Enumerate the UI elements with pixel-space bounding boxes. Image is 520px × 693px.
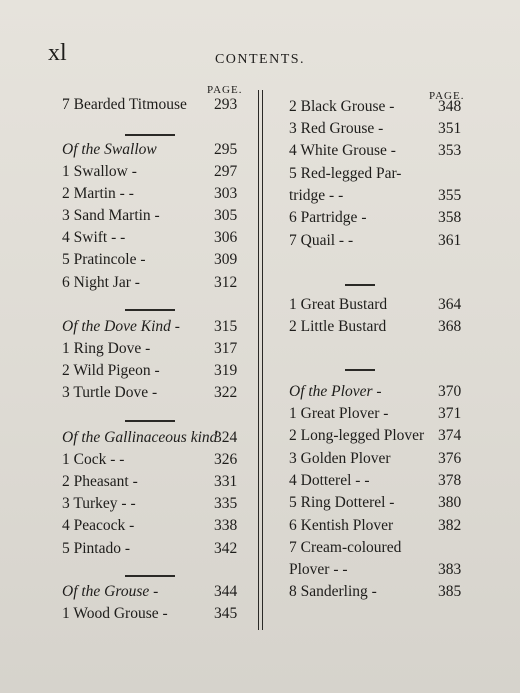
entry-title: Of the Dove Kind - [62,318,180,335]
section-rule [345,369,375,371]
entry-page-number: 305 [214,207,238,224]
entry-page-number: 361 [438,232,462,249]
entry-title: Of the Plover - [289,383,382,400]
entry-title: 4 Swift - - [62,229,126,246]
entry-page-number: 315 [214,318,238,335]
left-page-column-label: PAGE. [207,84,243,96]
section-rule [345,284,375,286]
entry-title: Of the Grouse - [62,583,159,600]
entry-page-number: 335 [214,495,238,512]
section-rule [125,575,175,577]
entry-page-number: 364 [438,296,462,313]
page-title: CONTENTS. [214,52,306,67]
entry-page-number: 382 [438,517,462,534]
section-rule [125,309,175,311]
entry-page-number: 322 [214,384,238,401]
entry-page-number: 344 [214,583,238,600]
entry-page-number: 370 [438,383,462,400]
entry-title: 7 Cream-coloured [289,539,402,556]
entry-title: 1 Ring Dove - [62,340,151,357]
entry-page-number: 338 [214,517,238,534]
entry-title: 7 Quail - - [289,232,354,249]
entry-page-number: 295 [214,141,238,158]
entry-title: 6 Partridge - [289,209,367,226]
entry-page-number: 297 [214,163,238,180]
entry-page-number: 351 [438,120,462,137]
entry-title: 4 White Grouse - [289,142,396,159]
entry-title: 5 Pratincole - [62,251,146,268]
entry-title: 3 Sand Martin - [62,207,160,224]
entry-title: Plover - - [289,561,348,578]
entry-page-number: 368 [438,318,462,335]
right-page-column-label: PAGE. [429,90,465,102]
entry-title: Of the Swallow [62,141,157,158]
entry-title: 6 Kentish Plover [289,517,394,534]
entry-page-number: 306 [214,229,238,246]
entry-title: 2 Martin - - [62,185,134,202]
entry-title: 4 Peacock - [62,517,135,534]
entry-title: 7 Bearded Titmouse [62,96,187,113]
column-divider [258,90,259,630]
entry-title: 4 Dotterel - - [289,472,370,489]
entry-page-number: 376 [438,450,462,467]
entry-page-number: 378 [438,472,462,489]
entry-title: 1 Wood Grouse - [62,605,168,622]
section-rule [125,420,175,422]
entry-title: 1 Great Plover - [289,405,389,422]
entry-title: 1 Swallow - [62,163,137,180]
entry-page-number: 345 [214,605,238,622]
entry-title: 8 Sanderling - [289,583,377,600]
entry-title: 3 Turtle Dove - [62,384,158,401]
entry-title: 5 Ring Dotterel - [289,494,395,511]
entry-title: 6 Night Jar - [62,274,140,291]
entry-page-number: 312 [214,274,238,291]
entry-page-number: 353 [438,142,462,159]
entry-title: 2 Long-legged Plover [289,427,425,444]
entry-page-number: 348 [438,98,462,115]
entry-page-number: 317 [214,340,238,357]
entry-title: 2 Wild Pigeon - [62,362,160,379]
entry-page-number: 342 [214,540,238,557]
entry-title: 1 Great Bustard [289,296,388,313]
entry-page-number: 324 [214,429,238,446]
entry-title: 3 Golden Plover [289,450,391,467]
entry-page-number: 303 [214,185,238,202]
entry-page-number: 374 [438,427,462,444]
entry-page-number: 355 [438,187,462,204]
entry-title: 1 Cock - - [62,451,125,468]
entry-page-number: 371 [438,405,462,422]
page-number: xl [48,40,67,66]
entry-page-number: 331 [214,473,238,490]
entry-title: 3 Red Grouse - [289,120,384,137]
entry-title: 2 Little Bustard [289,318,387,335]
entry-page-number: 358 [438,209,462,226]
entry-page-number: 319 [214,362,238,379]
entry-page-number: 293 [214,96,238,113]
entry-title: 5 Pintado - [62,540,131,557]
entry-title: Of the Gallinaceous kind [62,429,218,446]
entry-page-number: 326 [214,451,238,468]
entry-page-number: 309 [214,251,238,268]
entry-title: 2 Black Grouse - [289,98,395,115]
entry-page-number: 385 [438,583,462,600]
entry-title: tridge - - [289,187,344,204]
entry-title: 5 Red-legged Par- [289,165,402,182]
section-rule [125,134,175,136]
entry-title: 2 Pheasant - [62,473,138,490]
entry-page-number: 383 [438,561,462,578]
column-divider [262,90,263,630]
entry-page-number: 380 [438,494,462,511]
entry-title: 3 Turkey - - [62,495,136,512]
